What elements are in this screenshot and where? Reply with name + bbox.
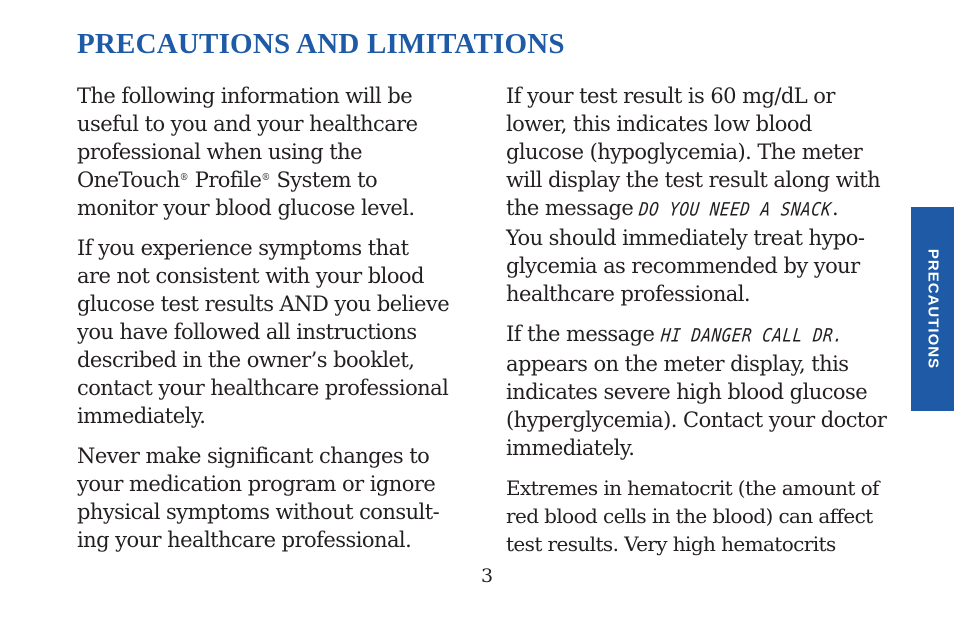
text-line: immediately. <box>506 436 635 460</box>
left-column <box>77 82 477 566</box>
text-line <box>506 320 901 350</box>
hyperglycemia-paragraph <box>506 320 901 462</box>
text-line: monitor your blood glucose level. <box>77 196 415 220</box>
text-line: You should immediately treat hypo- <box>506 226 865 250</box>
text-line: glycemia as recommended by your <box>506 254 860 278</box>
text-line: described in the owner’s booklet, <box>77 348 415 372</box>
text-line: you have followed all instructions <box>77 320 417 344</box>
text-line: your medication program or ignore <box>77 472 436 496</box>
text-line: Never make significant changes to <box>77 444 430 468</box>
text-fragment: the message <box>506 196 640 220</box>
right-column <box>506 82 901 570</box>
intro-paragraph <box>77 82 477 222</box>
text-line: immediately. <box>77 404 206 428</box>
text-line: ing your healthcare professional. <box>77 528 412 552</box>
lcd-message-danger: HI DANGER CALL DR. <box>659 324 844 347</box>
product-name: Profile <box>188 168 262 192</box>
text-line: If your test result is 60 mg/dL or <box>506 84 835 108</box>
text-line: The following information will be <box>77 84 413 108</box>
section-tab-label: PRECAUTIONS <box>924 248 941 370</box>
lcd-message-snack: DO YOU NEED A SNACK <box>638 198 834 221</box>
text-line: glucose (hypoglycemia). The meter <box>506 140 863 164</box>
page-number: 3 <box>481 565 494 587</box>
text-line: If you experience symptoms that <box>77 236 409 260</box>
text-line: glucose test results AND you believe <box>77 292 450 316</box>
text-line: lower, this indicates low blood <box>506 112 812 136</box>
text-fragment: If the message <box>506 322 661 346</box>
registered-mark: ® <box>179 173 189 183</box>
medication-paragraph <box>77 442 477 554</box>
text-line: healthcare professional. <box>506 282 751 306</box>
text-line: useful to you and your healthcare <box>77 112 418 136</box>
text-line: appears on the meter display, this <box>506 352 849 376</box>
text-line <box>506 194 901 224</box>
hematocrit-paragraph <box>506 474 901 558</box>
text-fragment: System to <box>270 168 378 192</box>
text-line: physical symptoms without consult- <box>77 500 440 524</box>
text-fragment: . <box>831 196 839 220</box>
section-tab <box>911 207 954 411</box>
registered-mark: ® <box>261 173 271 183</box>
text-line: test results. Very high hematocrits <box>506 532 836 556</box>
symptoms-paragraph <box>77 234 477 430</box>
text-line: indicates severe high blood glucose <box>506 380 868 404</box>
text-line: (hyperglycemia). Contact your doctor <box>506 408 887 432</box>
text-line: contact your healthcare professional <box>77 376 449 400</box>
text-line: will display the test result along with <box>506 168 881 192</box>
text-line: are not consistent with your blood <box>77 264 424 288</box>
hypoglycemia-paragraph <box>506 82 901 308</box>
text-line <box>77 166 477 194</box>
text-line: Extremes in hematocrit (the amount of <box>506 476 879 500</box>
brand-name: OneTouch <box>77 168 180 192</box>
text-line: red blood cells in the blood) can affect <box>506 504 873 528</box>
text-line: professional when using the <box>77 140 363 164</box>
page-title: PRECAUTIONS AND LIMITATIONS <box>77 28 565 60</box>
